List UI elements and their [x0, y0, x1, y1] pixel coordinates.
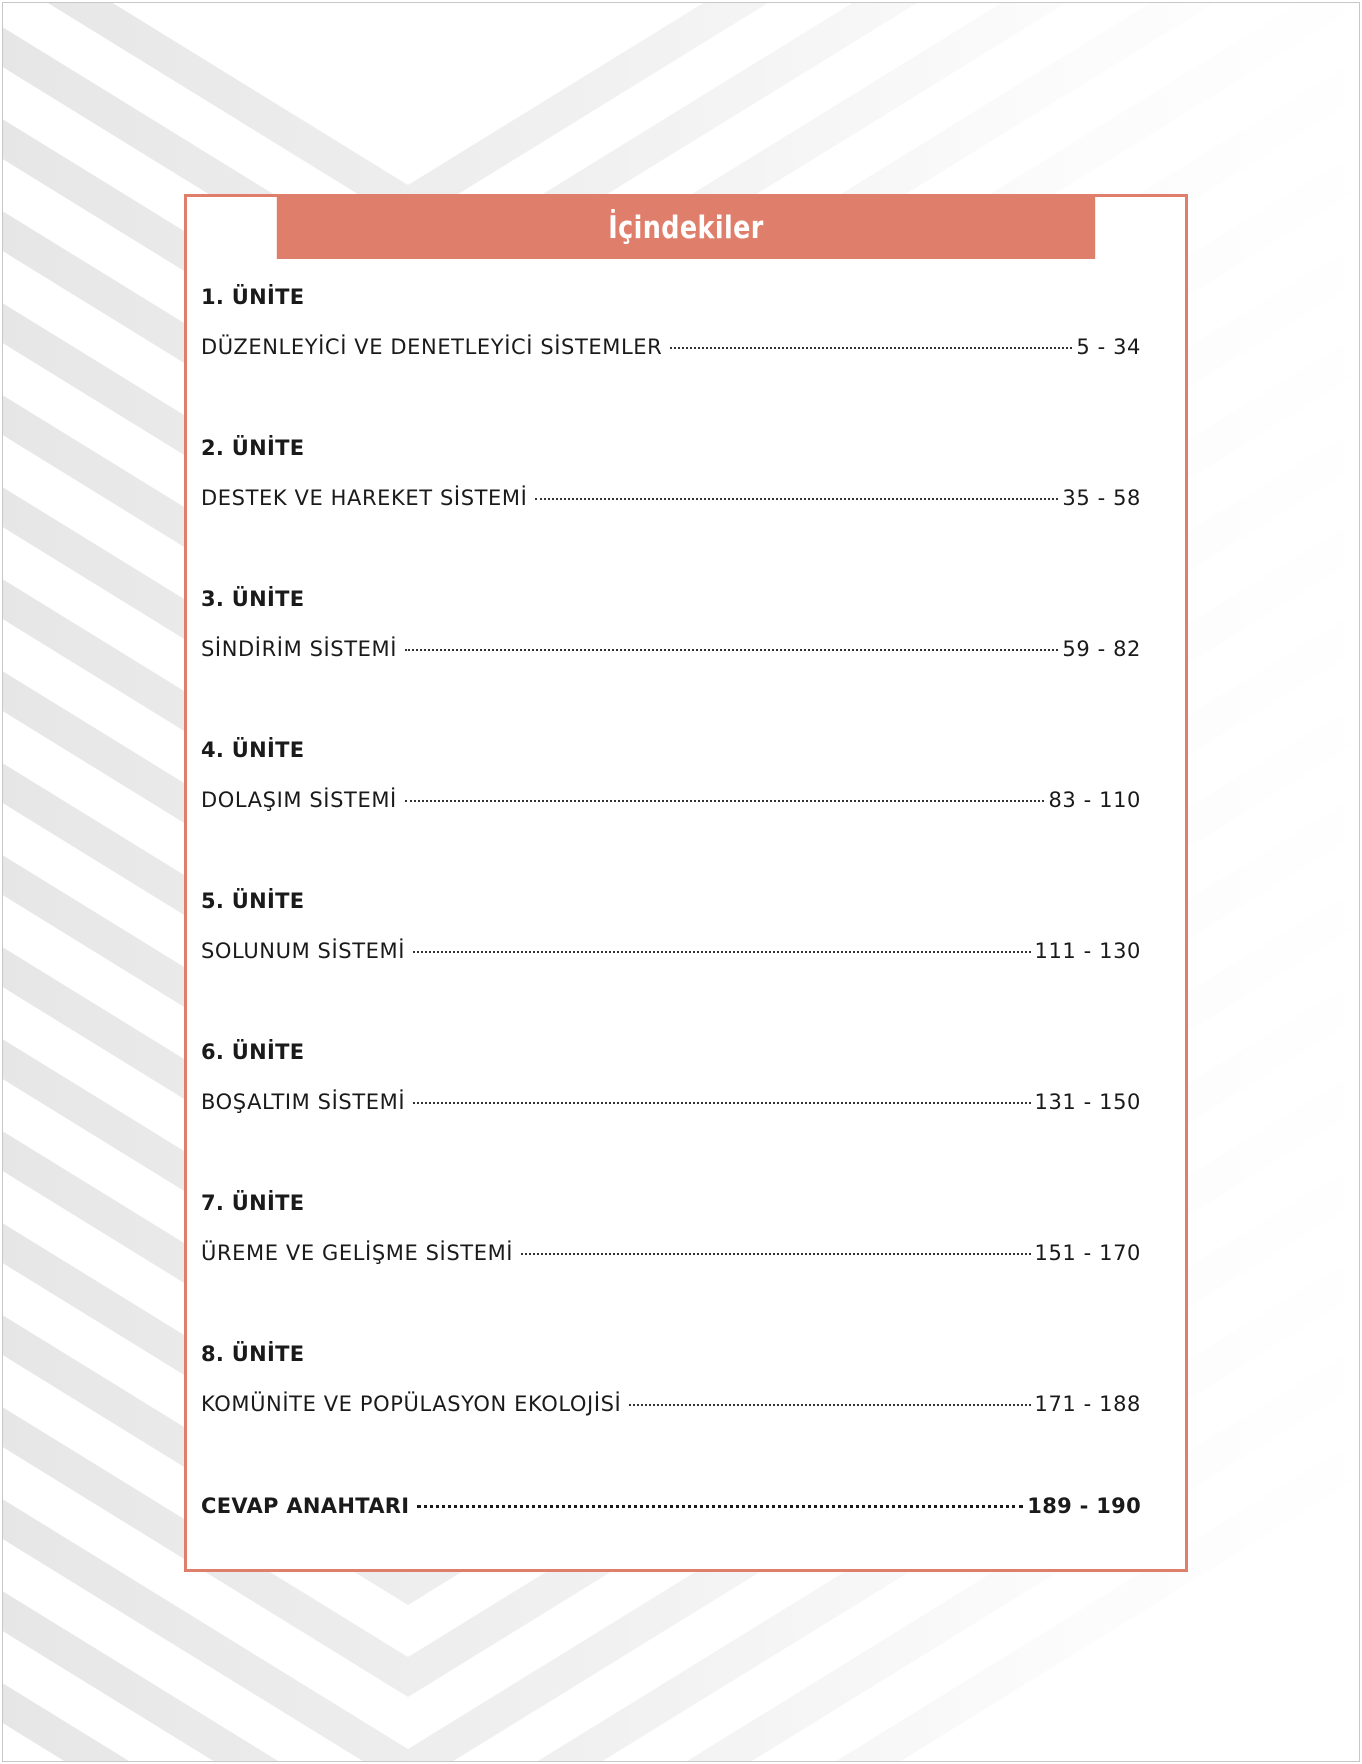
dot-leader [405, 800, 1045, 802]
unit-1 [201, 283, 1141, 361]
unit-label: 1. ÜNİTE [201, 285, 305, 309]
answer-key-pages: 189 - 190 [1027, 1494, 1141, 1518]
answer-key-entry[interactable] [201, 1491, 1141, 1521]
unit-label: 7. ÜNİTE [201, 1191, 305, 1215]
unit-label: 8. ÜNİTE [201, 1342, 305, 1366]
unit-label: 3. ÜNİTE [201, 587, 305, 611]
toc-entry[interactable] [201, 1390, 1141, 1418]
entry-title: DÜZENLEYİCİ VE DENETLEYİCİ SİSTEMLER [201, 335, 663, 359]
toc-title: İçindekiler [277, 197, 1095, 259]
toc-entry[interactable] [201, 333, 1141, 361]
dot-leader [629, 1404, 1030, 1406]
unit-6 [201, 1038, 1141, 1116]
unit-7 [201, 1189, 1141, 1267]
unit-label: 4. ÜNİTE [201, 738, 305, 762]
dot-leader [405, 649, 1058, 651]
entry-title: SİNDİRİM SİSTEMİ [201, 637, 398, 661]
dot-leader [413, 951, 1030, 953]
page-range: 35 - 58 [1062, 486, 1141, 510]
dot-leader [413, 1102, 1030, 1104]
toc-entry[interactable] [201, 1239, 1141, 1267]
toc-entry[interactable] [201, 937, 1141, 965]
unit-5 [201, 887, 1141, 965]
entry-title: BOŞALTIM SİSTEMİ [201, 1090, 406, 1114]
page-range: 5 - 34 [1076, 335, 1141, 359]
page-range: 83 - 110 [1048, 788, 1141, 812]
unit-2 [201, 434, 1141, 512]
unit-label: 6. ÜNİTE [201, 1040, 305, 1064]
page [2, 2, 1360, 1762]
dot-leader [535, 498, 1058, 500]
page-range: 171 - 188 [1034, 1392, 1141, 1416]
unit-4 [201, 736, 1141, 814]
toc-entry[interactable] [201, 786, 1141, 814]
unit-label: 2. ÜNİTE [201, 436, 305, 460]
entry-title: DESTEK VE HAREKET SİSTEMİ [201, 486, 528, 510]
page-range: 111 - 130 [1034, 939, 1141, 963]
unit-label: 5. ÜNİTE [201, 889, 305, 913]
entry-title: SOLUNUM SİSTEMİ [201, 939, 406, 963]
unit-3 [201, 585, 1141, 663]
dot-leader [521, 1253, 1030, 1255]
dot-leader [670, 347, 1072, 349]
page-range: 59 - 82 [1062, 637, 1141, 661]
toc-entry[interactable] [201, 484, 1141, 512]
entry-title: ÜREME VE GELİŞME SİSTEMİ [201, 1241, 514, 1265]
page-range: 131 - 150 [1034, 1090, 1141, 1114]
unit-8 [201, 1340, 1141, 1418]
page-range: 151 - 170 [1034, 1241, 1141, 1265]
table-of-contents-box [184, 194, 1188, 1572]
toc-entry[interactable] [201, 1088, 1141, 1116]
entry-title: KOMÜNİTE VE POPÜLASYON EKOLOJİSİ [201, 1392, 622, 1416]
entry-title: DOLAŞIM SİSTEMİ [201, 788, 397, 812]
answer-key-title: CEVAP ANAHTARI [201, 1494, 410, 1518]
dot-leader [417, 1505, 1023, 1508]
toc-entry[interactable] [201, 635, 1141, 663]
